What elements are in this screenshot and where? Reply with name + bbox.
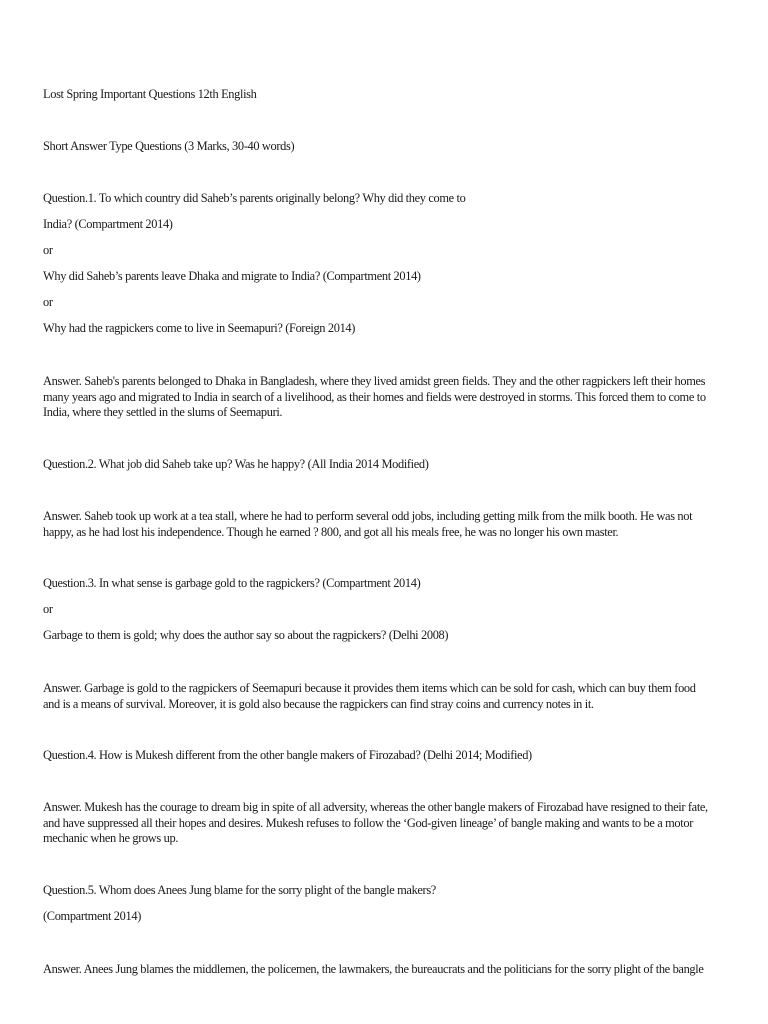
question-1-or-1: or: [43, 243, 53, 257]
question-4: Question.4. How is Mukesh different from the other bangle makers of Firozabad? (Delhi 2014; Modified): [43, 748, 532, 762]
question-1-alternate-1: Why did Saheb’s parents leave Dhaka and migrate to India? (Compartment 2014): [43, 269, 421, 283]
question-1-alternate-2: Why had the ragpickers come to live in Seemapuri? (Foreign 2014): [43, 321, 356, 335]
question-1-line-1: Question.1. To which country did Saheb’s parents originally belong? Why did they come to: [43, 191, 466, 205]
section-heading: Short Answer Type Questions (3 Marks, 30-40 words): [43, 139, 295, 153]
answer-3: Answer. Garbage is gold to the ragpickers of Seemapuri because it provides them items which can be sold for cash, which can buy them food and is a means of survival. Moreover, it is gold also because the ragpickers can find stray coins and currency notes in it.: [43, 681, 696, 711]
question-1-or-2: or: [43, 295, 53, 309]
question-3-or: or: [43, 602, 53, 616]
question-3-alternate: Garbage to them is gold; why does the author say so about the ragpickers? (Delhi 2008): [43, 628, 449, 642]
answer-1: Answer. Saheb's parents belonged to Dhaka in Bangladesh, where they lived amidst green fields. They and the other ragpickers left their homes many years ago and migrated to India in search of a livelihood, as their homes and fields were destroyed in storms. This forced them to come to India, where they settled in the slums of Seemapuri.: [43, 374, 706, 419]
document-title: Lost Spring Important Questions 12th English: [43, 87, 257, 101]
question-2: Question.2. What job did Saheb take up? Was he happy? (All India 2014 Modified): [43, 457, 429, 471]
answer-5: Answer. Anees Jung blames the middlemen, the policemen, the lawmakers, the bureaucrats and the politicians for the sorry plight of the bangle: [43, 962, 704, 976]
question-5-source: (Compartment 2014): [43, 909, 141, 923]
question-3: Question.3. In what sense is garbage gold to the ragpickers? (Compartment 2014): [43, 576, 421, 590]
answer-2: Answer. Saheb took up work at a tea stall, where he had to perform several odd jobs, including getting milk from the milk booth. He was not happy, as he had lost his independence. Though he earned ? 800, and got all his meals free, he was no longer his own master.: [43, 509, 693, 539]
question-5: Question.5. Whom does Anees Jung blame for the sorry plight of the bangle makers?: [43, 883, 436, 897]
question-1-line-2: India? (Compartment 2014): [43, 217, 173, 231]
answer-4: Answer. Mukesh has the courage to dream big in spite of all adversity, whereas the other bangle makers of Firozabad have resigned to their fate, and have suppressed all their hopes and desires. Mukesh refuses to follow the ‘God-given lineage’ of bangle making and wants to be a motor mechanic when he grows up.: [43, 800, 708, 845]
